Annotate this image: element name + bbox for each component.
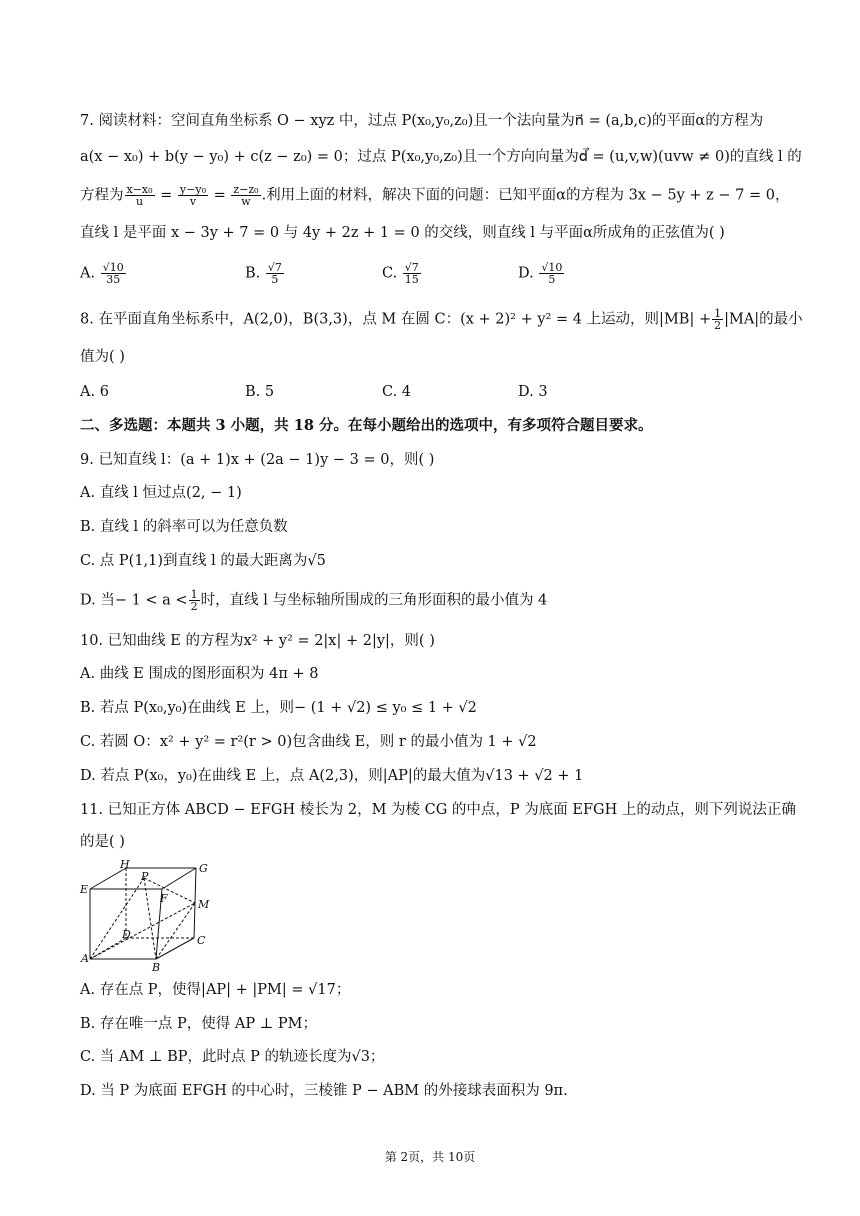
segment-am [90,903,195,959]
q11-option-d: D. 当 P 为底面 EFGH 的中心时，三棱锥 P − ABM 的外接球表面积为 9π. [80,1083,568,1099]
section-heading: 二、多选题：本题共 3 小题，共 18 分。在每小题给出的选项中，有多项符合题目要求。 [80,417,653,434]
segment-ap [90,878,144,959]
label-p: P [141,870,149,883]
q7-frac1-num: x−x₀ [126,183,153,196]
q8-line2: 值为( ) [80,349,125,365]
q9-d-den: 2 [190,600,198,613]
q11-line1: 11. 已知正方体 ABCD − EFGH 棱长为 2，M 为棱 CG 的中点，P 为底面 EFGH 上的动点，则下列说法正确 [80,802,796,818]
segment-bm [156,903,195,959]
q7-frac1-den: u [135,195,144,208]
option-label: A. [80,265,96,282]
q9-d-num: 1 [190,588,198,601]
q11-option-c: C. 当 AM ⊥ BP，此时点 P 的轨迹长度为√3； [80,1049,385,1065]
option-frac [266,262,284,285]
option-frac [539,262,564,285]
q8-line1 [80,307,803,332]
label-h: H [120,858,130,871]
label-c: C [197,934,206,947]
q7-frac2-num: y−y₀ [179,183,206,196]
edge-fg [162,868,196,889]
q11-line2: 的是( ) [80,834,125,850]
option-den: 5 [548,273,556,286]
q8-line1-prefix: 8. 在平面直角坐标系中，A(2,0)，B(3,3)，点 M 在圆 C：(x + 2)² + y² = 4 上运动，则|MB| + [80,311,712,328]
option-label: B. [245,265,261,282]
q10-option-c: C. 若圆 O：x² + y² = r²(r > 0)包含曲线 E，则 r 的最小值为 1 + √2 [80,734,537,750]
label-g: G [199,862,208,875]
q7-line3: 方程为 $\frac{\text{x−x₀}}{u}$ = $\frac{\text{y−y₀}}{v}$ = $\frac{\text{z−z₀}}{w}$ .利用上面的材料，解决下面的问题：已知平面α的方程为 3x − 5y + z − 7 = 0， [80,183,790,208]
q7-option-a [80,262,127,285]
option-frac [403,262,421,285]
option-num: √10 [541,261,563,274]
label-d: D [122,928,131,941]
q7-option-c [382,262,422,285]
q7-frac3-num: z−z₀ [233,183,259,196]
q8-half-den: 2 [714,319,722,332]
q9-d-suffix: 时，直线 l 与坐标轴所围成的三角形面积的最小值为 4 [200,592,548,609]
q7-line2: a(x − x₀) + b(y − y₀) + c(z − z₀) = 0；过点 P(x₀,y₀,z₀)且一个方向向量为d⃗ = (u,v,w)(uvw ≠ 0)的直线 l 的 [80,149,802,165]
option-num: √10 [102,261,124,274]
q7-option-d [518,262,565,285]
label-a: A [81,952,89,965]
q7-frac3-den: w [241,195,251,208]
option-label: D. [518,265,534,282]
q7-frac2 [178,184,208,207]
q9-option-d [80,589,780,612]
q9-option-a: A. 直线 l 恒过点(2, − 1) [80,485,242,501]
q7-line1: 7. 阅读材料：空间直角坐标系 O − xyz 中，过点 P(x₀,y₀,z₀)且一个法向量为n⃗ = (a,b,c)的平面α的方程为 [80,113,764,129]
q9-d-frac [189,589,200,612]
q7-frac3 [231,184,260,207]
q10-option-b: B. 若点 P(x₀,y₀)在曲线 E 上，则− (1 + √2) ≤ y₀ ≤ 1 + √2 [80,700,477,716]
option-frac [101,262,126,285]
option-den: 15 [404,273,419,286]
label-e: E [80,883,89,896]
q7-line4: 直线 l 是平面 x − 3y + 7 = 0 与 4y + 2z + 1 = 0 的交线，则直线 l 与平面α所成角的正弦值为( ) [80,225,725,241]
option-den: 35 [106,273,121,286]
q7-frac1 [125,184,155,207]
q9-option-c: C. 点 P(1,1)到直线 l 的最大距离为√5 [80,553,326,569]
q9-stem: 9. 已知直线 l：(a + 1)x + (2a − 1)y − 3 = 0，则( ) [80,452,435,468]
q10-option-d: D. 若点 P(x₀，y₀)在曲线 E 上，点 A(2,3)，则|AP|的最大值为√13 + √2 + 1 [80,768,584,784]
cube-figure [78,858,218,974]
edge-he [90,868,126,889]
edge-bc [156,938,194,959]
q10-option-a: A. 曲线 E 围成的图形面积为 4π + 8 [80,666,319,682]
q7-frac2-den: v [189,195,197,208]
page-footer: 第 2页，共 10页 [384,1150,476,1164]
label-m: M [198,898,210,911]
q8-option-b: B. 5 [245,384,275,400]
q8-option-d: D. 3 [518,384,548,400]
segment-pm [144,878,195,903]
option-num: √7 [404,261,419,274]
q9-option-b: B. 直线 l 的斜率可以为任意负数 [80,519,288,535]
label-b: B [152,961,161,974]
q7-line3-suffix: .利用上面的材料，解决下面的问题：已知平面α的方程为 3x − 5y + z − 7 = 0， [261,187,790,204]
q8-option-a: A. 6 [80,384,109,400]
segment-pb [144,878,156,959]
q9-d-prefix: D. 当− 1 < a < [80,592,188,609]
q8-option-c: C. 4 [382,384,412,400]
label-f: F [160,892,168,905]
q8-line1-suffix: |MA|的最小 [724,311,803,328]
q11-option-b: B. 存在唯一点 P，使得 AP ⊥ PM； [80,1016,318,1032]
option-den: 5 [271,273,279,286]
q7-line3-prefix: 方程为 [80,187,124,204]
q7-option-b [245,262,285,285]
q8-half [712,308,723,331]
q10-stem: 10. 已知曲线 E 的方程为x² + y² = 2|x| + 2|y|，则( ) [80,633,435,649]
option-label: C. [382,265,398,282]
q8-half-num: 1 [714,307,722,320]
option-num: √7 [267,261,282,274]
q11-option-a: A. 存在点 P，使得|AP| + |PM| = √17； [80,982,351,998]
